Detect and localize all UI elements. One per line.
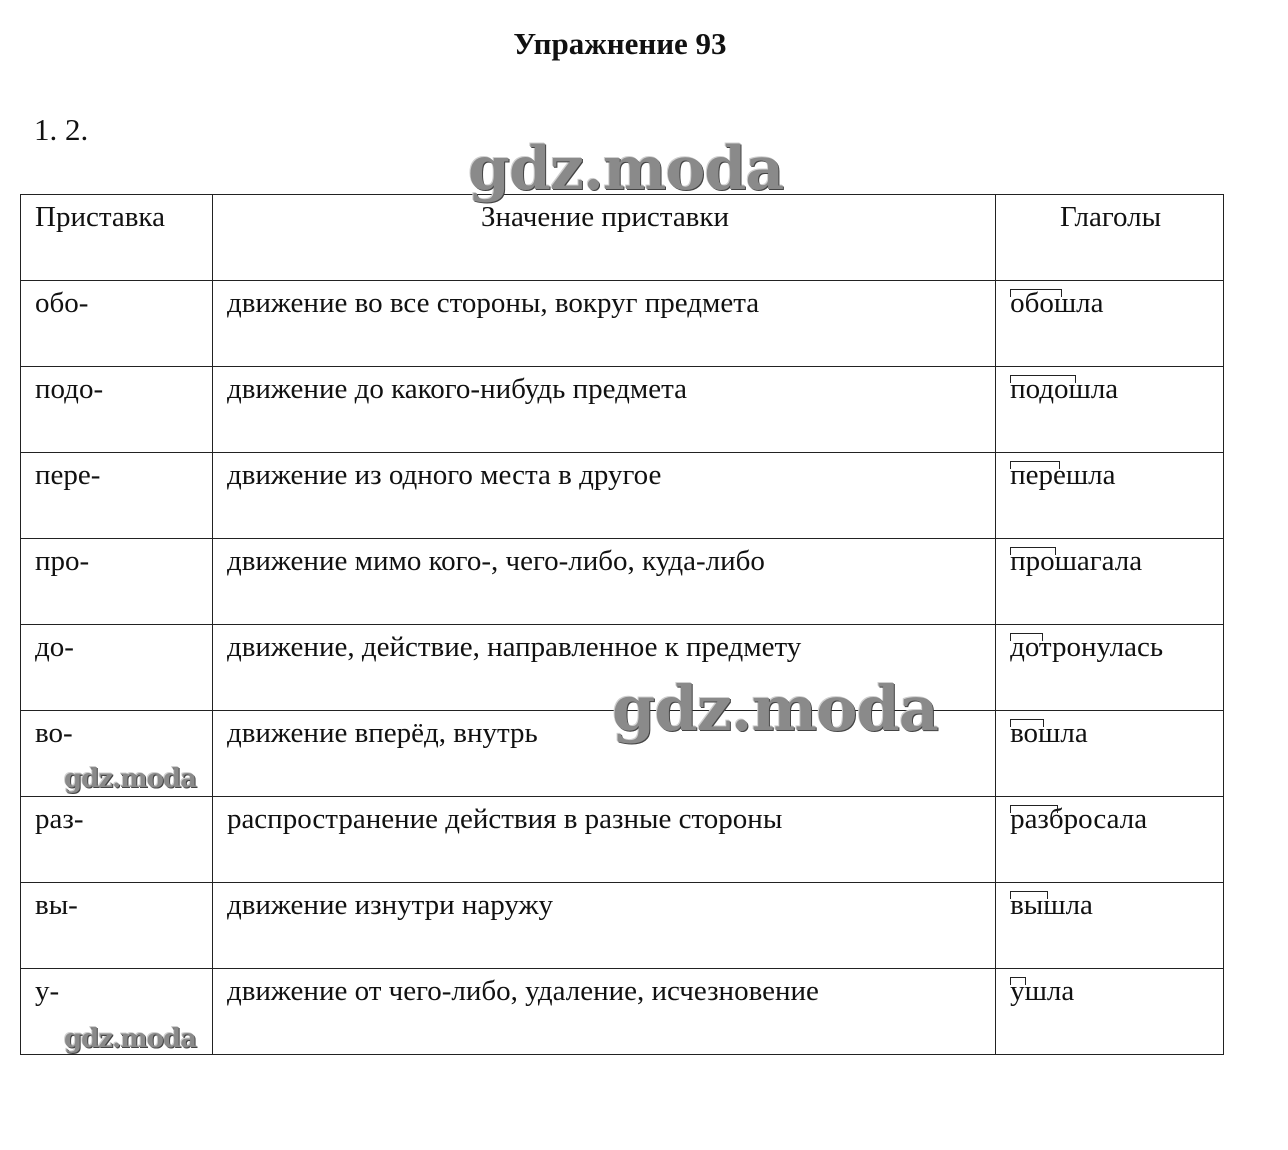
table-row — [21, 367, 1224, 453]
verb-cell — [996, 797, 1224, 883]
prefix-cell: обо- — [21, 281, 213, 367]
table-row — [21, 969, 1224, 1055]
table-header-row — [21, 195, 1224, 281]
exercise-title: Упражнение 93 — [513, 26, 727, 61]
verb-text: перешла — [1010, 459, 1116, 491]
header-prefix: Приставка — [21, 195, 213, 281]
verb-word — [1010, 631, 1163, 664]
prefix-cell: вы- — [21, 883, 213, 969]
verb-text: дотронулась — [1010, 631, 1164, 663]
verb-cell — [996, 711, 1224, 797]
verb-cell — [996, 453, 1224, 539]
header-verbs: Глаголы — [996, 195, 1224, 281]
verb-text: разбросала — [1010, 803, 1148, 835]
meaning-cell: движение из одного места в другое — [212, 453, 995, 539]
verb-word — [1010, 717, 1088, 750]
verb-cell — [996, 539, 1224, 625]
table-row — [21, 625, 1224, 711]
table-row — [21, 281, 1224, 367]
verb-text: обошла — [1010, 287, 1104, 319]
prefix-mark — [1010, 891, 1048, 899]
meaning-cell: движение от чего-либо, удаление, исчезновение — [212, 969, 995, 1055]
meaning-cell: движение до какого-нибудь предмета — [212, 367, 995, 453]
verb-word — [1010, 287, 1103, 320]
verb-text: подошла — [1010, 373, 1119, 405]
prefix-mark — [1010, 805, 1058, 813]
meaning-cell: движение мимо кого-, чего-либо, куда-либо — [212, 539, 995, 625]
prefix-cell: во- — [21, 711, 213, 797]
prefix-mark — [1010, 461, 1060, 469]
verb-cell — [996, 281, 1224, 367]
prefix-mark — [1010, 289, 1062, 297]
prefix-cell: до- — [21, 625, 213, 711]
watermark-logo: gdz.moda — [468, 134, 784, 204]
meaning-cell: движение во все стороны, вокруг предмета — [212, 281, 995, 367]
meaning-cell: движение, действие, направленное к предмету — [212, 625, 995, 711]
verb-word — [1010, 373, 1118, 406]
verb-word — [1010, 975, 1074, 1008]
prefix-mark — [1010, 719, 1044, 727]
verb-text: вошла — [1010, 717, 1088, 749]
verb-cell — [996, 367, 1224, 453]
prefix-mark — [1010, 547, 1056, 555]
meaning-cell: движение вперёд, внутрь — [212, 711, 995, 797]
prefix-cell: подо- — [21, 367, 213, 453]
verb-cell — [996, 883, 1224, 969]
watermark-logo: gdz.moda — [612, 672, 938, 745]
header-meaning: Значение приставки — [212, 195, 995, 281]
table-row — [21, 453, 1224, 539]
prefix-cell: раз- — [21, 797, 213, 883]
verb-word — [1010, 889, 1093, 922]
prefix-mark — [1010, 633, 1043, 641]
table-row — [21, 883, 1224, 969]
meaning-cell: распространение действия в разные стороны — [212, 797, 995, 883]
table-row — [21, 539, 1224, 625]
verb-cell — [996, 969, 1224, 1055]
verb-word — [1010, 803, 1147, 836]
watermark-logo: gdz.moda — [64, 1024, 197, 1054]
prefix-mark — [1010, 977, 1026, 985]
prefix-mark — [1010, 375, 1076, 383]
meaning-cell: движение изнутри наружу — [212, 883, 995, 969]
watermark-logo: gdz.moda — [64, 764, 197, 794]
table-row — [21, 797, 1224, 883]
task-numbers: 1. 2. — [34, 112, 89, 147]
prefix-cell: пере- — [21, 453, 213, 539]
prefix-cell: про- — [21, 539, 213, 625]
verb-word — [1010, 459, 1115, 492]
verb-word — [1010, 545, 1142, 578]
verb-text: вышла — [1010, 889, 1093, 921]
verb-text: ушла — [1010, 975, 1075, 1007]
verb-cell — [996, 625, 1224, 711]
prefix-cell: у- — [21, 969, 213, 1055]
prefix-table — [20, 194, 1224, 1055]
table-row — [21, 711, 1224, 797]
verb-text: прошагала — [1010, 545, 1143, 577]
